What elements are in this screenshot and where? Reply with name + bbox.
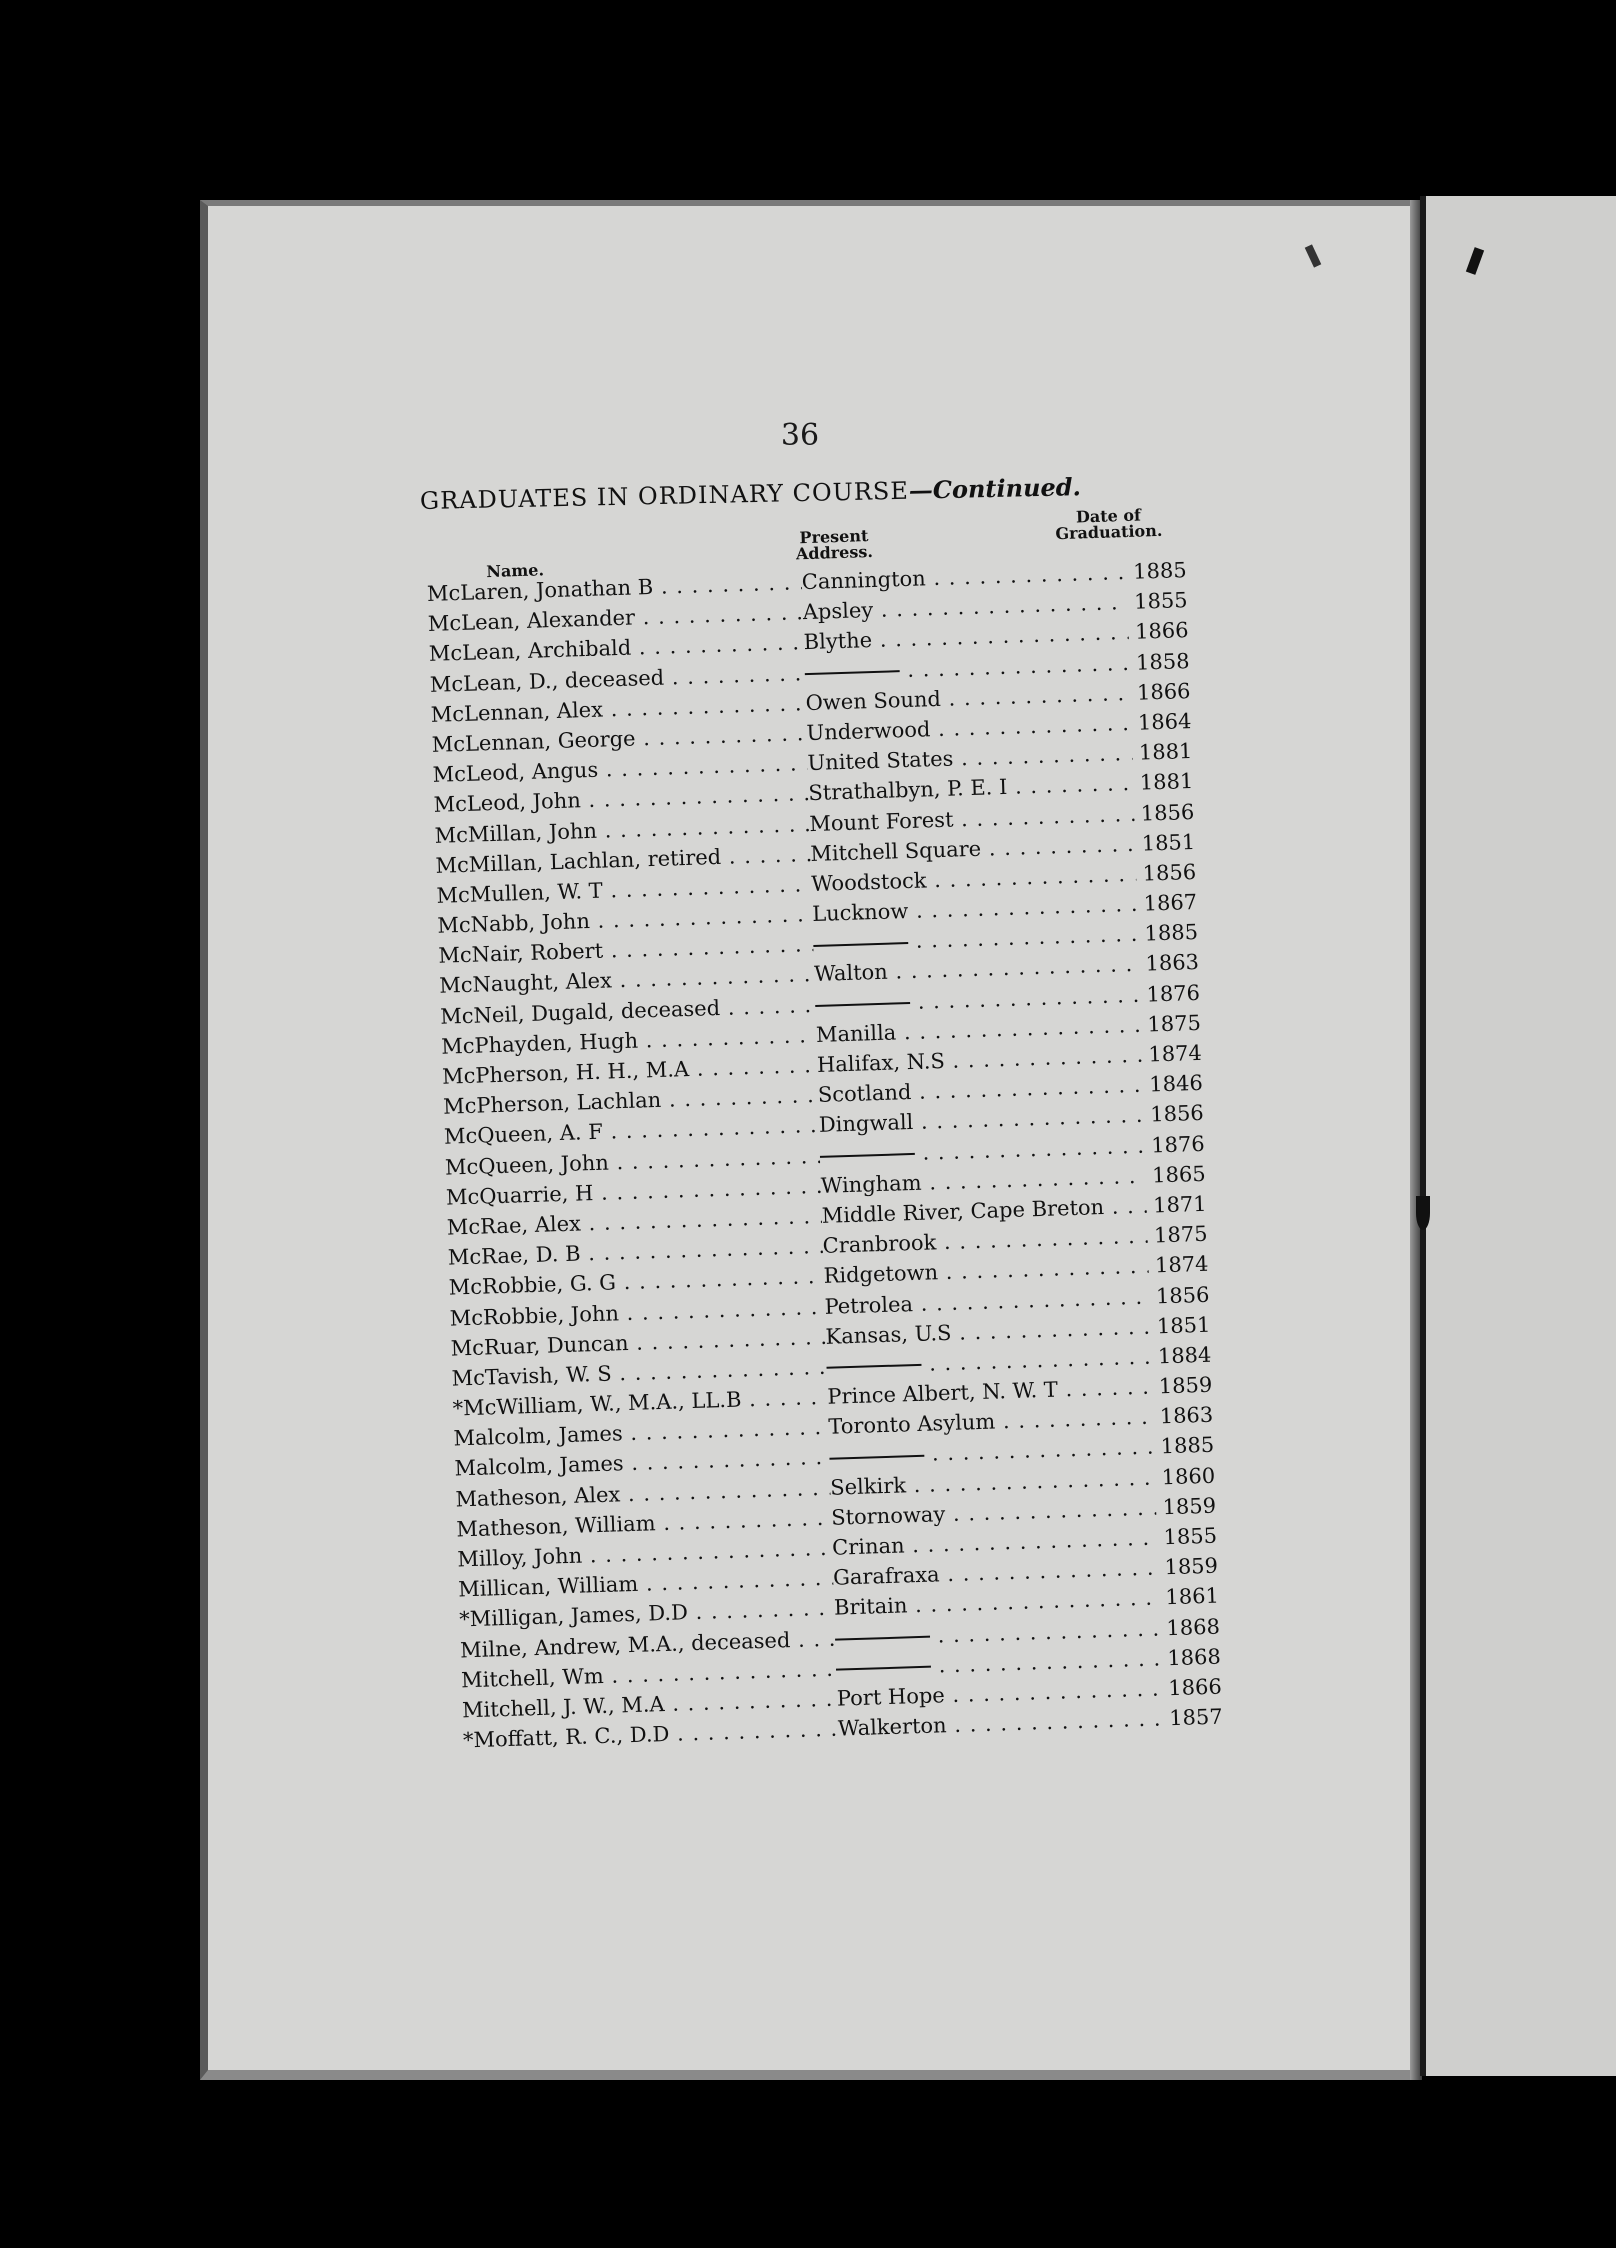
graduate-name: Malcolm, James . . .	[453, 1415, 829, 1451]
graduate-name: McLeod, Angus . . .	[432, 751, 808, 787]
graduate-name: McNair, Robert . . .	[438, 932, 814, 968]
address-blank-rule	[826, 1364, 921, 1369]
graduate-name: McNabb, John . . .	[437, 902, 813, 938]
graduation-year: 1874	[1148, 1040, 1203, 1067]
title-text: GRADUATES IN ORDINARY COURSE	[419, 476, 910, 515]
graduate-address: Apsley . . .	[802, 590, 1128, 624]
address-blank-rule	[820, 1153, 915, 1158]
graduate-address: Scotland . . .	[818, 1073, 1144, 1107]
graduate-name: McLaren, Jonathan B . . .	[427, 570, 803, 606]
graduation-year: 1874	[1154, 1252, 1209, 1278]
graduation-year: 1866	[1134, 618, 1189, 645]
graduate-address: Stornoway . . .	[831, 1495, 1157, 1529]
graduate-address: Walkerton . . .	[837, 1707, 1163, 1741]
graduation-year: 1846	[1148, 1071, 1204, 1097]
graduate-name: Matheson, Alex . . .	[455, 1475, 831, 1511]
ink-mark	[1416, 1196, 1430, 1230]
graduate-name: Mitchell, J. W., M.A . . .	[462, 1687, 838, 1723]
graduation-year: 1864	[1137, 708, 1192, 735]
graduate-name: McTavish, W. S . . .	[451, 1355, 827, 1391]
graduate-name: McLean, Archibald . . .	[429, 631, 805, 667]
graduation-year: 1859	[1164, 1553, 1219, 1580]
address-blank-rule	[835, 1636, 930, 1641]
graduate-address: Walton . . .	[814, 952, 1140, 986]
page-number: 36	[780, 418, 820, 453]
graduate-name: Mitchell, Wm . . .	[461, 1656, 837, 1692]
graduate-address: Dingwall . . .	[819, 1103, 1145, 1137]
graduation-year: 1858	[1135, 648, 1190, 675]
graduation-year: 1863	[1159, 1402, 1214, 1429]
table-body	[427, 558, 1234, 1759]
graduate-address: Strathalbyn, P. E. I . . .	[808, 771, 1134, 805]
graduate-address: Middle River, Cape Breton . . .	[821, 1194, 1147, 1228]
graduate-name: *Milligan, James, D.D . . .	[459, 1596, 835, 1632]
graduate-address: Toronto Asylum . . .	[828, 1405, 1154, 1439]
graduate-address: Mitchell Square . . .	[810, 832, 1136, 866]
graduation-year: 1859	[1158, 1372, 1213, 1399]
graduate-name: Malcolm, James . . .	[454, 1445, 830, 1481]
graduate-name: Milne, Andrew, M.A., deceased . . .	[460, 1626, 836, 1662]
graduation-year: 1885	[1132, 558, 1188, 584]
graduate-address: Halifax, N.S . . .	[817, 1043, 1143, 1077]
graduation-year: 1867	[1143, 890, 1198, 916]
graduate-address: United States . . .	[807, 741, 1133, 775]
address-blank-rule	[813, 942, 908, 947]
graduate-address: Owen Sound . . .	[805, 681, 1131, 715]
graduation-year: 1857	[1168, 1704, 1224, 1731]
graduation-year: 1863	[1145, 950, 1200, 977]
address-blank-rule	[815, 1002, 910, 1007]
graduate-address: Petrolea . . .	[824, 1284, 1150, 1318]
address-blank-rule	[805, 670, 900, 675]
graduates-table	[425, 506, 1233, 1759]
graduate-name: McRobbie, G. G . . .	[448, 1264, 824, 1300]
graduate-name: McNeil, Dugald, deceased . . .	[440, 993, 816, 1029]
graduate-name: McLennan, George . . .	[431, 721, 807, 757]
graduate-address: Cannington . . .	[801, 560, 1127, 594]
graduate-address: Ridgetown . . .	[823, 1254, 1149, 1288]
address-blank-rule	[829, 1455, 924, 1460]
graduation-year: 1851	[1156, 1312, 1211, 1339]
graduate-name: Matheson, William . . .	[456, 1506, 832, 1542]
graduate-address: Woodstock . . .	[811, 862, 1137, 896]
graduate-name: McRae, Alex . . .	[447, 1204, 823, 1240]
graduation-year: 1865	[1151, 1161, 1206, 1188]
graduation-year: 1875	[1147, 1010, 1202, 1037]
graduation-year: 1851	[1141, 829, 1196, 856]
graduate-name: McQueen, A. F . . .	[444, 1113, 820, 1149]
graduate-address: Mount Forest . . .	[809, 801, 1135, 835]
graduate-name: McQuarrie, H . . .	[446, 1174, 822, 1210]
graduate-name: Milloy, John . . .	[457, 1536, 833, 1572]
graduation-year: 1859	[1162, 1493, 1217, 1520]
graduation-year: 1868	[1166, 1644, 1222, 1670]
graduate-name: McLean, D., deceased . . .	[429, 661, 805, 697]
graduate-name: McRae, D. B . . .	[447, 1234, 823, 1270]
graduation-year: 1871	[1152, 1191, 1207, 1218]
title-continued: —Continued.	[908, 472, 1082, 505]
graduate-address: Port Hope . . .	[837, 1676, 1163, 1710]
graduate-name: McPherson, Lachlan . . .	[443, 1083, 819, 1119]
address-blank-rule	[836, 1666, 931, 1671]
header-date: Date of Graduation.	[1055, 505, 1163, 544]
header-address: Present Address.	[795, 526, 874, 564]
graduation-year: 1881	[1139, 769, 1194, 795]
graduation-year: 1885	[1144, 920, 1199, 946]
graduation-year: 1855	[1133, 588, 1188, 614]
graduation-year: 1860	[1161, 1463, 1216, 1489]
graduation-year: 1876	[1150, 1131, 1206, 1158]
graduation-year: 1866	[1136, 678, 1191, 705]
graduation-year: 1876	[1146, 980, 1201, 1007]
graduate-name: McLennan, Alex . . .	[430, 691, 806, 727]
graduate-name: *Moffatt, R. C., D.D . . .	[463, 1717, 839, 1753]
graduation-year: 1881	[1138, 739, 1193, 765]
graduate-address: Manilla . . .	[816, 1013, 1142, 1047]
graduate-name: McRuar, Duncan . . .	[450, 1325, 826, 1361]
graduate-name: McLeod, John . . .	[433, 781, 809, 817]
graduate-address: Blythe . . .	[803, 620, 1129, 654]
graduate-name: McPhayden, Hugh . . .	[441, 1023, 817, 1059]
graduate-address: Garafraxa . . .	[833, 1556, 1159, 1590]
graduation-year: 1856	[1155, 1282, 1210, 1308]
graduate-name: McNaught, Alex . . .	[439, 962, 815, 998]
graduate-address: Crinan . . .	[832, 1526, 1158, 1560]
graduate-address: Cranbrook . . .	[822, 1224, 1148, 1258]
graduate-name: McMillan, Lachlan, retired . . .	[435, 842, 811, 878]
graduation-year: 1885	[1160, 1433, 1215, 1459]
graduation-year: 1856	[1142, 859, 1197, 886]
graduate-name: McMullen, W. T . . .	[436, 872, 812, 908]
graduate-name: McRobbie, John . . .	[449, 1294, 825, 1330]
graduate-address: Wingham . . .	[820, 1163, 1146, 1197]
graduate-name: Millican, William . . .	[458, 1566, 834, 1602]
header-name: Name.	[486, 560, 545, 582]
graduate-name: McLean, Alexander . . .	[428, 600, 804, 636]
graduate-name: *McWilliam, W., M.A., LL.B . . .	[452, 1385, 828, 1421]
graduation-year: 1875	[1153, 1221, 1208, 1248]
graduation-year: 1884	[1157, 1342, 1212, 1369]
graduation-year: 1856	[1149, 1101, 1205, 1127]
graduate-name: McPherson, H. H., M.A . . .	[442, 1053, 818, 1089]
graduation-year: 1866	[1167, 1674, 1223, 1701]
graduation-year: 1855	[1163, 1523, 1218, 1550]
graduation-year: 1856	[1140, 799, 1195, 826]
graduate-name: McQueen, John . . .	[445, 1143, 821, 1179]
graduate-address: Kansas, U.S . . .	[825, 1314, 1151, 1348]
graduation-year: 1868	[1166, 1614, 1221, 1640]
book-page-right	[1420, 196, 1616, 2076]
graduate-name: McMillan, John . . .	[434, 812, 810, 848]
graduate-address: Lucknow . . .	[812, 892, 1138, 926]
graduate-address: Prince Albert, N. W. T . . .	[827, 1375, 1153, 1409]
graduation-year: 1861	[1165, 1583, 1220, 1610]
graduate-address: Underwood . . .	[806, 711, 1132, 745]
graduate-address: Britain . . .	[834, 1586, 1160, 1620]
graduate-address: Selkirk . . .	[830, 1465, 1156, 1499]
